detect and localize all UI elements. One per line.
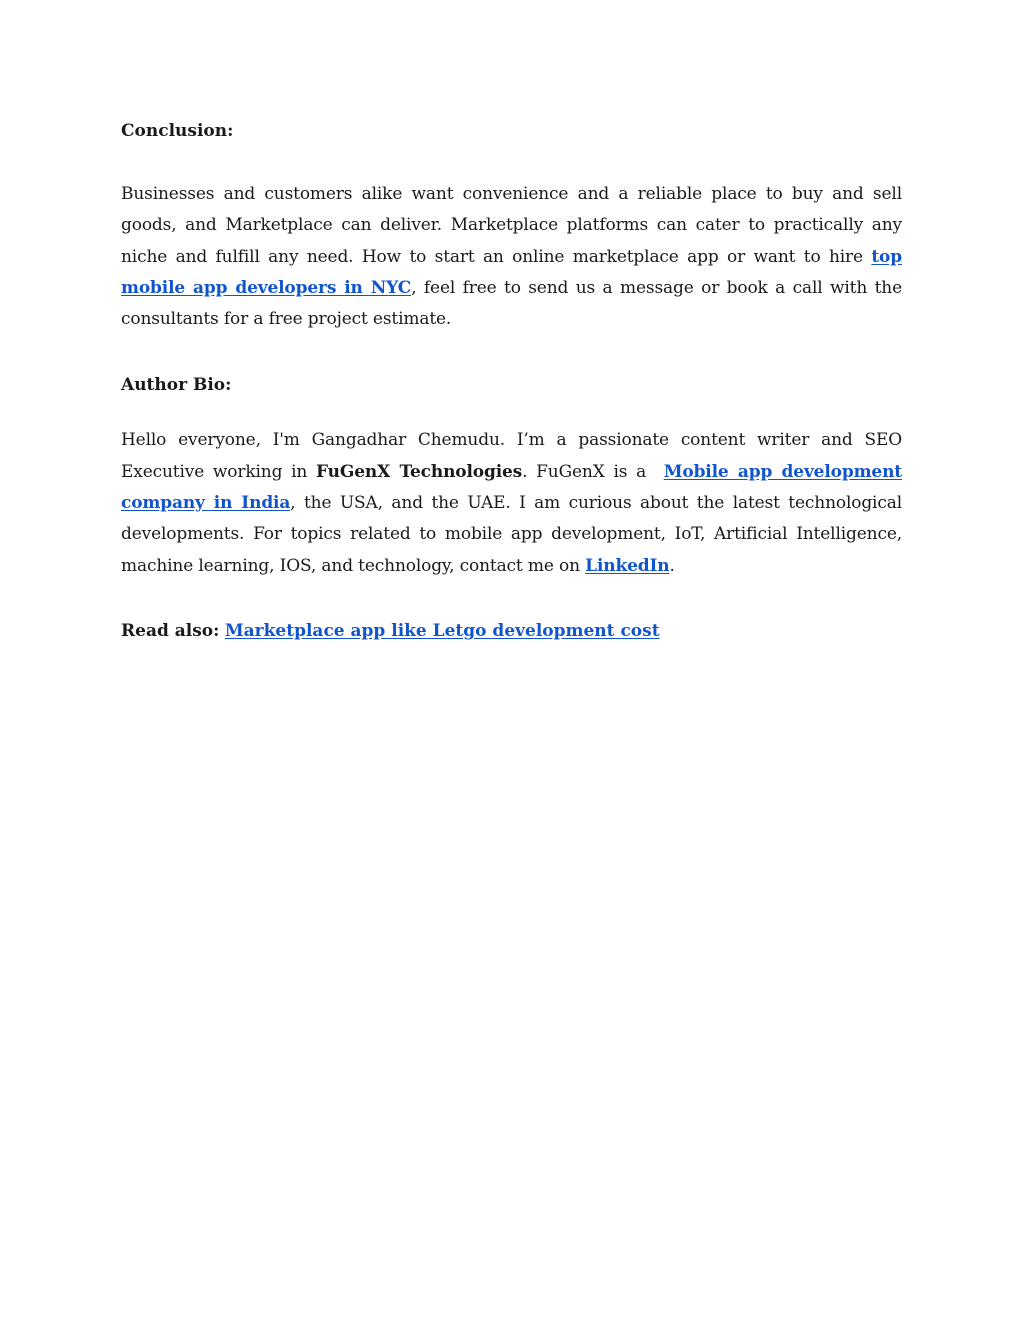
read-also-label: Read also:: [121, 620, 220, 641]
author-bio-text-1: Hello everyone, I'm Gangadhar Chemudu. I’m a passionate content writer and SEO Executive working in: [121, 430, 902, 482]
conclusion-paragraph: [121, 179, 902, 335]
nyc-developers-link[interactable]: top mobile app developers in NYC: [121, 246, 902, 298]
author-bio-paragraph: [121, 425, 902, 581]
conclusion-heading: Conclusion:: [121, 121, 234, 141]
linkedin-link[interactable]: LinkedIn: [585, 555, 670, 576]
read-also-link[interactable]: Marketplace app like Letgo development cost: [224, 620, 660, 641]
read-also-line: [121, 618, 902, 644]
author-bio-heading: Author Bio:: [121, 375, 232, 396]
document-page: [121, 118, 902, 644]
author-bio-text-4: .: [669, 555, 675, 576]
author-bio-text-3: , the USA, and the UAE. I am curious about the latest technological developments. For topics related to mobile app development, IoT, Artificial Intelligence, machine learning, IOS, and technology, contact me on: [121, 493, 902, 576]
conclusion-text-before-link: Businesses and customers alike want convenience and a reliable place to buy and sell goods, and Marketplace can deliver. Marketplace platforms can cater to practically any niche and fulfill any need. How to start an online marketplace app or want to hire: [121, 184, 902, 267]
app-development-company-link[interactable]: Mobile app development company in India: [121, 461, 902, 514]
author-bio-text-2: . FuGenX is a: [522, 461, 664, 482]
company-name: FuGenX Technologies: [316, 461, 523, 482]
conclusion-text-after-link: , feel free to send us a message or book a call with the consultants for a free project estimate.: [121, 277, 902, 330]
